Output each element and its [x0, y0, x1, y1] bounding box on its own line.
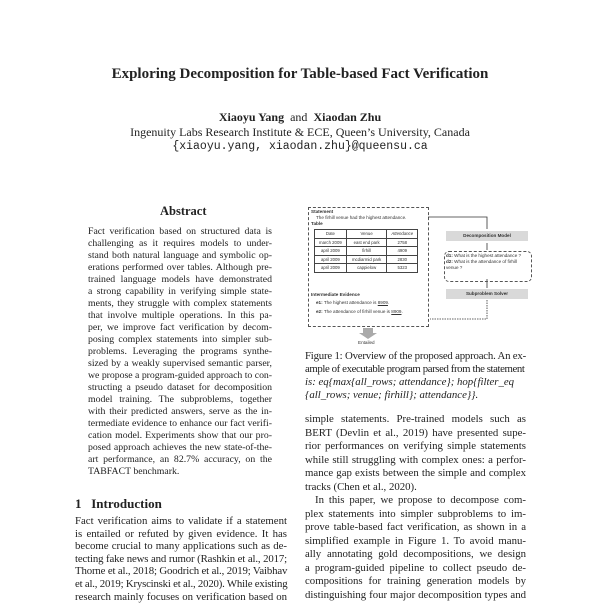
d1-label: d1: — [446, 253, 453, 258]
text-line: BERT (Devlin et al., 2019) have presented supe- — [305, 426, 526, 439]
text-line: mance gap exists between the simple and complex — [305, 467, 526, 479]
table-label: Table — [311, 221, 323, 226]
text-line: ample of executable program parsed from the statement — [305, 363, 525, 375]
text-line: termediate evidence to enhance our fact verifi- — [88, 418, 272, 429]
authors — [0, 110, 600, 125]
text-line: Fact verification based on structured data is — [88, 226, 272, 237]
e2-label: e2: — [316, 309, 323, 314]
intro-heading — [75, 496, 162, 512]
figure-1 — [308, 207, 530, 347]
text-line: distinguishing four major decomposition types and — [305, 588, 526, 601]
table-cell: april 2009 — [315, 255, 347, 264]
text-line: ally annotating gold decompositions, we design — [305, 548, 526, 560]
e2-value: 8909 — [391, 309, 402, 314]
section-title: Introduction — [91, 496, 162, 511]
email: {xiaoyu.yang, xiaodan.zhu}@queensu.ca — [172, 140, 428, 153]
e1-label: e1: — [316, 300, 323, 305]
paper-title: Exploring Decomposition for Table-based Fact Verification — [111, 66, 489, 82]
subproblems-box — [444, 251, 532, 282]
text-line: compositions for training generation models by — [305, 575, 526, 587]
d1-text: What is the highest attendance ? — [454, 253, 522, 258]
text-line: research mainly focuses on verification based on — [75, 590, 287, 603]
text-line: Figure 1: Overview of the proposed approach. An ex- — [305, 350, 526, 362]
text-line: posed approach achieves the new state-of-the- — [88, 442, 272, 453]
affiliation: Ingenuity Labs Research Institute & ECE, Queen’s University, Canada — [130, 125, 470, 139]
text-line: problems. Leveraging the programs synthe- — [88, 346, 272, 357]
text-line: we propose a program-guided approach to con- — [88, 370, 272, 381]
table-cell: april 2009 — [315, 264, 347, 273]
text-line: a strong capability in verifying simple state- — [88, 286, 272, 297]
text-line: art performance, an 82.7% accuracy, on the — [88, 454, 272, 465]
text-line: tracks (Chen et al., 2020). — [305, 480, 417, 493]
author-2: Xiaodan Zhu — [313, 110, 382, 124]
evidence-e2: e2: The attendance of firhill venue is 8909. — [316, 309, 403, 314]
text-line: simplified example in Figure 1. To avoid manu- — [305, 534, 526, 547]
e1-text: The highest attendance is — [323, 300, 377, 305]
text-line: {all_rows; venue; firhill}; attendance}}. — [305, 389, 479, 401]
text-line: prove table-based fact verification, as shown in a — [305, 521, 526, 533]
table-cell: 5323 — [387, 264, 418, 273]
evidence-e1: e1: The highest attendance is 8909. — [316, 300, 390, 305]
table-cell: april 2009 — [315, 247, 347, 256]
text-line: structing a pseudo dataset for decomposition — [88, 382, 272, 393]
text-line: a program-guided pipeline to collect pseudo de- — [305, 561, 526, 574]
table-cell: march 2009 — [315, 238, 347, 247]
text-line: is entailed or refuted by given evidence. It has — [75, 527, 287, 540]
text-line: tecting fake news and rumor (Rashkin et al., 2017; — [75, 552, 287, 565]
author-1: Xiaoyu Yang — [218, 110, 285, 124]
section-number: 1 — [75, 496, 82, 511]
e1-value: 8909 — [377, 300, 388, 305]
table-cell: east end park — [346, 238, 387, 247]
statement-text: The firhill venue had the highest attendance. — [316, 215, 407, 220]
text-line: while still struggling with complex ones: a perfor- — [305, 453, 526, 466]
text-line: is: eq{max{all_rows; attendance}; hop{filter_eq — [305, 376, 515, 388]
text-line: et al., 2019; Kryscinski et al., 2020). While existing — [75, 578, 288, 590]
table-header: Attendance — [387, 230, 418, 239]
text-line: cation model. Experiments show that our pro- — [88, 430, 272, 441]
table-cell: 2830 — [387, 255, 418, 264]
text-line: Fact verification aims to validate if a statement — [75, 515, 287, 527]
table-cell: cappielow — [346, 264, 387, 273]
text-line: TABFACT benchmark. — [88, 466, 180, 477]
table-header: Date — [315, 230, 347, 239]
text-line: ments, they struggle with complex statements — [88, 298, 272, 309]
text-line: In this paper, we propose to decompose com- — [315, 494, 526, 506]
text-line: that involve multiple operations. In this pa- — [88, 310, 272, 321]
text-line: Thorne et al., 2018; Goodrich et al., 2019; Vaibhav — [75, 565, 288, 578]
text-line: sized by a weakly supervised semantic parser, — [88, 358, 272, 369]
verdict-label: Entailed — [358, 340, 375, 345]
table-cell: 4909 — [387, 247, 418, 256]
text-line: posing complex statements into simpler sub- — [88, 334, 272, 345]
e2-text: The attendance of firhill venue is — [323, 309, 390, 314]
text-line: erations performed over tables. Although pre- — [88, 262, 272, 273]
author-conjunction: and — [290, 110, 308, 124]
text-line: rior performances on verifying simple statements — [305, 440, 526, 452]
text-line: simple statements. Pre-trained models such as — [305, 413, 526, 425]
text-line: become crucial to many applications such as de- — [75, 540, 287, 553]
d2-text: What is the attendance of firhill venue ? — [446, 259, 517, 271]
decomposition-model-box: Decomposition Model — [446, 231, 528, 241]
abstract-heading: Abstract — [160, 204, 207, 218]
text-line: with their predicted answers, serve as the in- — [88, 406, 272, 417]
table-cell: firhill — [346, 247, 387, 256]
evidence-label: Intermediate Evidence — [311, 292, 360, 297]
text-line: trained language models have demonstrated — [88, 274, 272, 285]
subproblem-solver-box: Subproblem Solver — [446, 289, 528, 299]
statement-label: Statement — [311, 209, 334, 214]
text-line: model training. The subproblems, together — [88, 394, 272, 405]
text-line: stand both natural language and symbolic op- — [88, 250, 272, 261]
text-line: plex statements into simpler subproblems to im- — [305, 507, 526, 520]
text-line: per, we improve fact verification by decom- — [88, 322, 272, 333]
d2-label: d2: — [446, 259, 453, 265]
down-arrow-icon — [359, 328, 377, 339]
table-cell: mcdiarmid park — [346, 255, 387, 264]
text-line: challenging as it requires models to under- — [88, 238, 272, 249]
table-header: Venue — [346, 230, 387, 239]
table-cell: 2758 — [387, 238, 418, 247]
